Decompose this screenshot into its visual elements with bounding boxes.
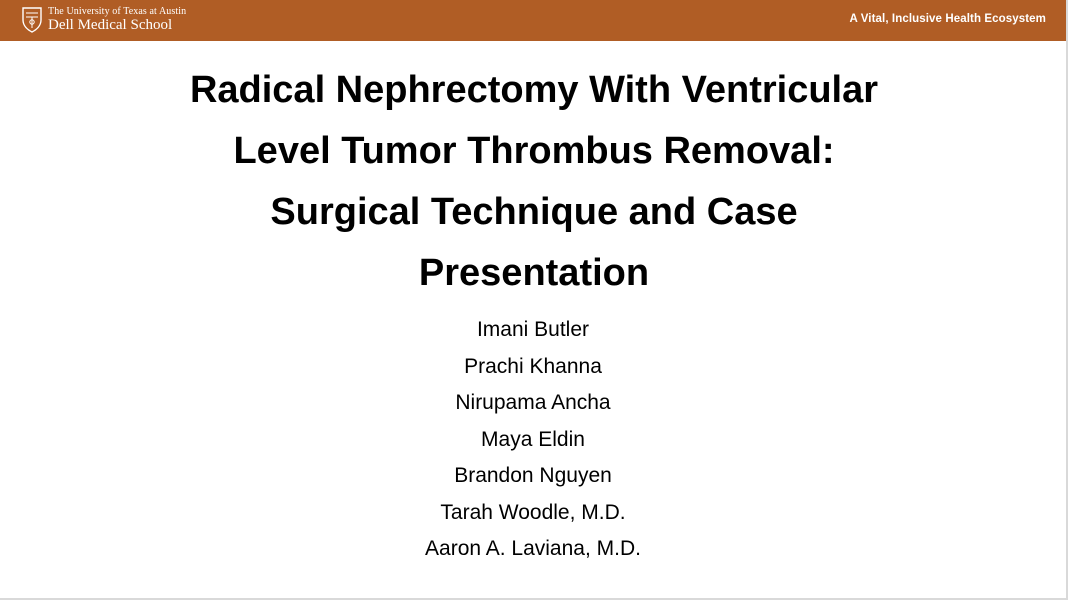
title-line: Radical Nephrectomy With Ventricular [189,69,879,111]
tagline: A Vital, Inclusive Health Ecosystem [849,13,1046,25]
logo-university: The University of Texas at Austin [48,6,187,17]
author-name: Brandon Nguyen [454,464,612,487]
author-name: Tarah Woodle, M.D. [440,500,626,524]
dell-med-logo [22,6,186,34]
header-bar [0,0,1066,41]
author-list [0,312,1066,568]
shield-icon [22,7,42,33]
title-line: Level Tumor Thrombus Removal: [233,130,835,172]
logo-text [48,7,186,33]
author-name: Aaron A. Laviana, M.D. [425,537,641,560]
logo-school: Dell Medical School [48,17,173,33]
author-name: Nirupama Ancha [455,391,611,414]
author-name: Imani Butler [476,318,590,341]
title-line: Presentation [418,252,650,294]
author-name: Maya Eldin [481,427,585,451]
title-line: Surgical Technique and Case [270,191,798,233]
author-name: Prachi Khanna [464,354,602,378]
slide-title [0,60,1068,304]
